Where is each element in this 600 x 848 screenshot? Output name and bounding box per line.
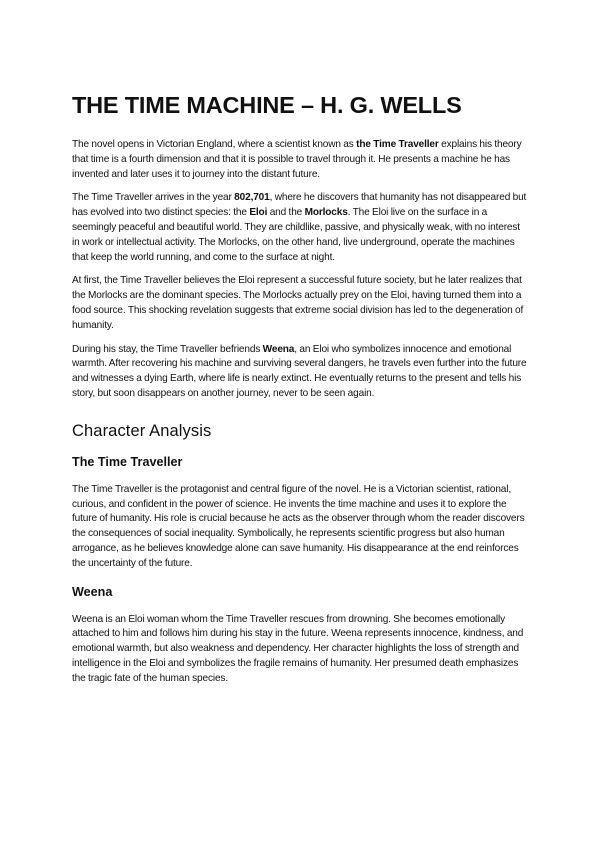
text-run: , where he discovers that humanity has not disappeared but has evolved into two distinct species: the [72, 192, 527, 219]
text-run: , an Eloi who symbolizes innocence and emotional warmth. After recovering his machine and surviving several dangers, he travels even further into the future and witnesses a dying Earth, where life is nearly extinct. He eventually returns to the present and tells his story, but soon disappears on another journey, never to be seen again. [72, 343, 527, 399]
document-title: THE TIME MACHINE – H. G. WELLS [72, 92, 462, 118]
intro-paragraph-3: At first, the Time Traveller believes the Eloi represent a successful future society, but he later realizes that the Morlocks are the dominant species. The Morlocks actually prey on the Eloi, having turned them into a food source. This shocking revelation suggests that extreme social division has led to the degeneration of humanity. [72, 275, 524, 331]
subheading-weena: Weena [72, 584, 113, 599]
bold-term-weena: Weena [262, 343, 295, 355]
document-page [72, 90, 528, 687]
intro-paragraph-2 [72, 191, 528, 265]
text-run: The novel opens in Victorian England, where a scientist known as [72, 139, 357, 150]
text-run: and the [267, 207, 305, 219]
text-run: During his stay, the Time Traveller befriends [72, 343, 263, 355]
subheading-time-traveller: The Time Traveller [72, 454, 183, 469]
time-traveller-paragraph: The Time Traveller is the protagonist and central figure of the novel. He is a Victorian scientist, rational, curious, and confident in the power of science. He invents the time machine and uses it to explore the future of humanity. His role is crucial because he acts as the observer through whom the reader discovers the consequences of social inequality. Symbolically, he represents scientific progress but also human arrogance, as he believes knowledge alone can save humanity. His disappearance at the end reinforces the uncertainty of the future. [72, 483, 525, 569]
intro-paragraph-1 [72, 138, 528, 182]
intro-paragraph-4 [72, 343, 528, 402]
bold-term-time-traveller: the Time Traveller [356, 139, 439, 150]
section-heading-character-analysis: Character Analysis [72, 421, 212, 440]
text-run: . The Eloi live on the surface in a seemingly peaceful and beautiful world. They are childlike, passive, and physically weak, with no interest in work or intellectual activity. The Morlocks, on the other hand, live underground, operate the machines that keep the world running, and come to the surface at night. [72, 207, 520, 263]
bold-term-year: 802,701 [234, 192, 270, 204]
text-run: The Time Traveller arrives in the year [72, 192, 235, 204]
weena-paragraph: Weena is an Eloi woman whom the Time Traveller rescues from drowning. She becomes emotionally attached to him and follows him during his stay in the future. Weena represents innocence, kindness, and emotional warmth, but also weakness and dependency. Her character highlights the loss of strength and intelligence in the Eloi and symbolizes the fragile remains of humanity. Her presumed death emphasizes the tragic fate of the human species. [72, 613, 524, 684]
bold-term-morlocks: Morlocks [304, 207, 348, 219]
text-run: explains his theory that time is a fourth dimension and that it is possible to travel through it. He presents a machine he has invented and later uses it to journey into the distant future. [72, 139, 522, 180]
bold-term-eloi: Eloi [249, 207, 268, 219]
